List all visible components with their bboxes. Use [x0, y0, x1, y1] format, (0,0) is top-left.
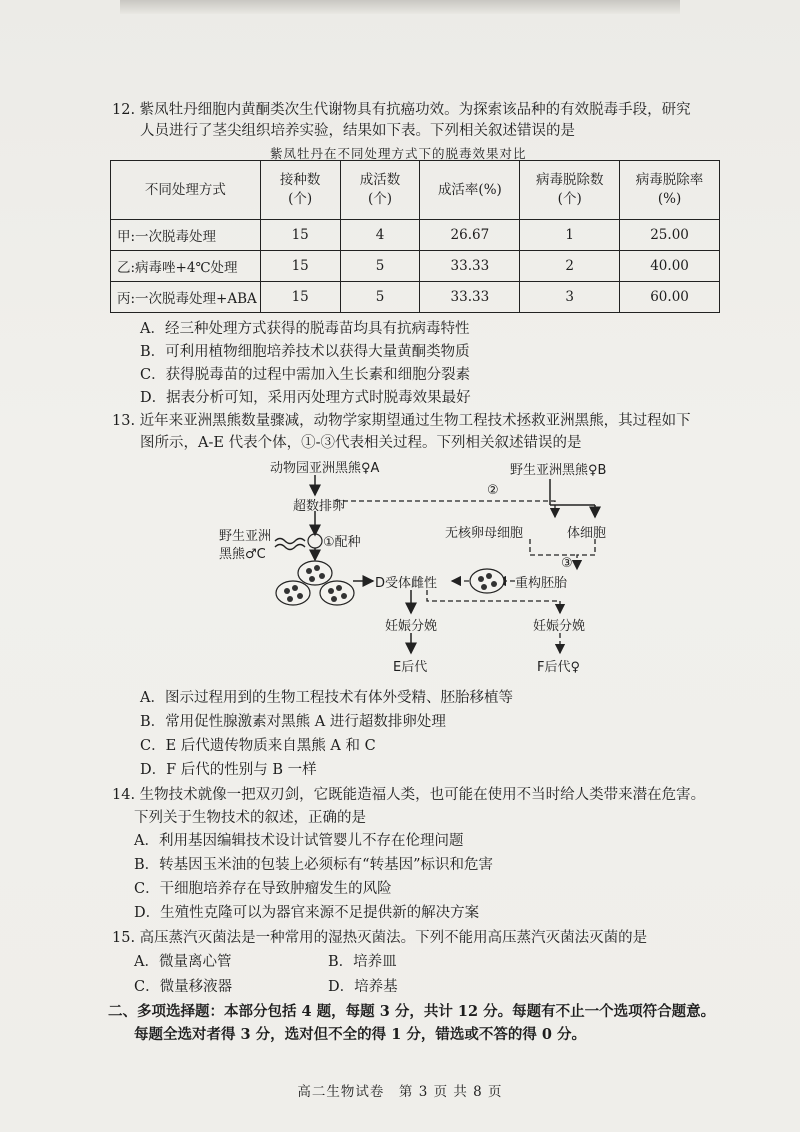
table-cell: 5: [340, 251, 420, 282]
results-table: [110, 160, 720, 313]
q12-stem-line1: 12. 紫凤牡丹细胞内黄酮类次生代谢物具有抗癌功效。为探索该品种的有效脱毒手段，研究: [112, 102, 691, 118]
label-wild-bear-c-line1: 野生亚洲: [219, 529, 272, 544]
label-wild-bear-c-line2: 黑熊♂C: [219, 547, 266, 562]
arrow-step2: [335, 501, 555, 517]
q15-option-d: D．培养基: [328, 979, 398, 995]
label-enucleated-egg: 无核卵母细胞: [445, 526, 524, 541]
table-cell: 甲:一次脱毒处理: [111, 220, 261, 251]
label-step3: ③: [561, 556, 573, 571]
table-cell: 15: [260, 251, 340, 282]
q14-option-c: C．干细胞培养存在导致肿瘤发生的风险: [134, 881, 392, 897]
table-cell: 2: [520, 251, 620, 282]
q14-option-a: A．利用基因编辑技术设计试管婴儿不存在伦理问题: [134, 833, 464, 849]
table-header-row: [111, 161, 720, 220]
label-pregnancy-1: 妊娠分娩: [385, 619, 438, 634]
label-wild-bear-b: 野生亚洲黑熊♀B: [510, 463, 607, 478]
q15-stem: 15. 高压蒸汽灭菌法是一种常用的湿热灭菌法。下列不能用高压蒸汽灭菌法灭菌的是: [112, 930, 648, 946]
header-method: 不同处理方式: [111, 161, 261, 220]
egg-icon: [308, 534, 322, 548]
table-cell: 40.00: [620, 251, 720, 282]
q13-stem-line2: 图所示，A-E 代表个体，①-③代表相关过程。下列相关叙述错误的是: [140, 435, 582, 451]
q13-stem-line1: 13. 近年来亚洲黑熊数量骤减，动物学家期望通过生物工程技术拯救亚洲黑熊，其过程如下: [112, 413, 691, 429]
table-cell: 33.33: [420, 251, 520, 282]
table-cell: 1: [520, 220, 620, 251]
dash-egg-down: [530, 539, 577, 555]
table-caption: 紫凤牡丹在不同处理方式下的脱毒效果对比: [270, 146, 527, 161]
q13-option-a: A．图示过程用到的生物工程技术有体外受精、胚胎移植等: [140, 690, 513, 706]
label-somatic-cell: 体细胞: [567, 526, 607, 541]
q13-option-d: D．F 后代的性别与 B 一样: [140, 762, 317, 778]
label-step2: ②: [487, 483, 499, 498]
embryo-icon: [298, 561, 332, 585]
q12-option-d: D．据表分析可知，采用丙处理方式时脱毒效果最好: [140, 390, 471, 406]
header-removal-rate: 病毒脱除率 (%): [620, 161, 720, 220]
cloning-diagram: [215, 455, 635, 680]
page-footer: 高二生物试卷 第 3 页 共 8 页: [297, 1084, 503, 1100]
section2-heading-line2: 每题全选对者得 3 分，选对但不全的得 1 分，错选或不答的得 0 分。: [134, 1026, 587, 1043]
embryo-icon: [276, 581, 310, 605]
label-reconstructed-embryo: 重构胚胎: [515, 576, 568, 591]
section2-heading-line1: 二、多项选择题：本部分包括 4 题，每题 3 分，共计 12 分。每题有不止一个选项符合题意。: [108, 1003, 716, 1020]
q12-stem-line2: 人员进行了茎尖组织培养实验，结果如下表。下列相关叙述错误的是: [140, 123, 575, 139]
header-virus-removed: 病毒脱除数 (个): [520, 161, 620, 220]
label-pregnancy-2: 妊娠分娩: [533, 619, 586, 634]
header-survival-rate: 成活率(%): [420, 161, 520, 220]
arrow-recipient-to-pregnancy2: [427, 590, 560, 613]
header-inoculated: 接种数 (个): [260, 161, 340, 220]
q14-option-b: B．转基因玉米油的包装上必须标有“转基因”标识和危害: [134, 857, 493, 873]
q15-option-b: B．培养皿: [328, 954, 397, 970]
label-offspring-f: F后代♀: [537, 660, 580, 675]
table-cell: 3: [520, 282, 620, 313]
q12-option-a: A．经三种处理方式获得的脱毒苗均具有抗病毒特性: [140, 321, 470, 337]
table-cell: 15: [260, 220, 340, 251]
sperm-icon: [275, 545, 305, 550]
q13-option-b: B．常用促性腺激素对黑熊 A 进行超数排卵处理: [140, 714, 446, 730]
table-cell: 33.33: [420, 282, 520, 313]
label-recipient-d: D受体雌性: [375, 576, 438, 591]
table-cell: 4: [340, 220, 420, 251]
label-zoo-bear-a: 动物园亚洲黑熊♀A: [270, 461, 380, 476]
table-row: [111, 220, 720, 251]
table-cell: 乙:病毒唑+4℃处理: [111, 251, 261, 282]
table-cell: 26.67: [420, 220, 520, 251]
table-cell: 丙:一次脱毒处理+ABA: [111, 282, 261, 313]
label-offspring-e: E后代: [393, 660, 428, 675]
label-superovulation: 超数排卵: [293, 499, 346, 514]
label-step1-mating: ①配种: [323, 535, 361, 550]
table-cell: 15: [260, 282, 340, 313]
q12-option-c: C．获得脱毒苗的过程中需加入生长素和细胞分裂素: [140, 367, 471, 383]
sperm-icon: [275, 539, 305, 544]
table-cell: 5: [340, 282, 420, 313]
q15-option-a: A．微量离心管: [134, 954, 232, 970]
header-survived: 成活数 (个): [340, 161, 420, 220]
table-row: [111, 282, 720, 313]
q14-option-d: D．生殖性克隆可以为器官来源不足提供新的解决方案: [134, 905, 480, 921]
q15-option-c: C．微量移液器: [134, 979, 233, 995]
reconstructed-embryo-icon: [470, 569, 504, 593]
table-row: [111, 251, 720, 282]
embryo-icon: [320, 581, 354, 605]
q13-option-c: C．E 后代遗传物质来自黑熊 A 和 C: [140, 738, 376, 754]
table-cell: 60.00: [620, 282, 720, 313]
q14-stem-line1: 14. 生物技术就像一把双刃剑，它既能造福人类，也可能在使用不当时给人类带来潜在危害。: [112, 787, 706, 803]
q12-option-b: B．可利用植物细胞培养技术以获得大量黄酮类物质: [140, 344, 470, 360]
table-cell: 25.00: [620, 220, 720, 251]
q14-stem-line2: 下列关于生物技术的叙述，正确的是: [134, 810, 366, 826]
scan-shadow: [120, 0, 680, 14]
arrow-to-reconstructed: [577, 539, 595, 569]
